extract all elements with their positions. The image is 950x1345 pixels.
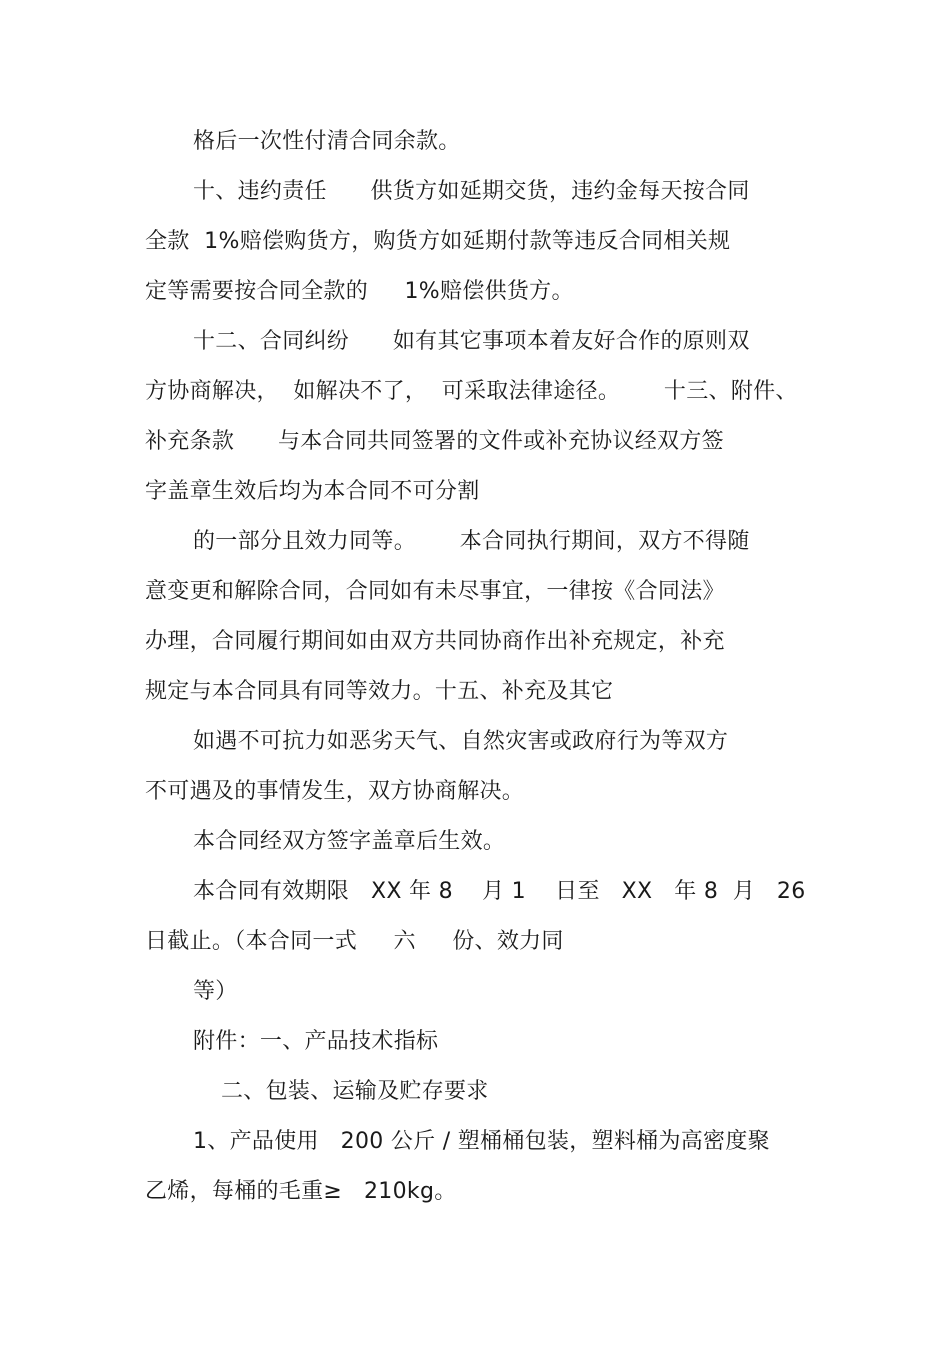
text-line: 附件：一、产品技术指标 (193, 1029, 439, 1054)
text-line: 格后一次性付清合同余款。 (193, 129, 461, 154)
text-line: 1、产品使用 200 公斤 / 塑桶桶包装，塑料桶为高密度聚 (193, 1129, 770, 1154)
text-line: 方协商解决， 如解决不了， 可采取法律途径。 十三、附件、 (145, 379, 798, 404)
text-line: 全款 1%赔偿购货方，购货方如延期付款等违反合同相关规 (145, 229, 731, 254)
text-line: 办理，合同履行期间如由双方共同协商作出补充规定，补充 (145, 629, 725, 654)
text-line: 二、包装、运输及贮存要求 (221, 1079, 489, 1104)
text-line: 十、违约责任 供货方如延期交货，违约金每天按合同 (193, 179, 750, 204)
text-line: 日截止。（本合同一式 六 份、效力同 (145, 929, 564, 954)
text-line: 定等需要按合同全款的 1%赔偿供货方。 (145, 279, 574, 304)
text-line: 意变更和解除合同，合同如有未尽事宜，一律按《合同法》 (145, 579, 725, 604)
text-line: 乙烯，每桶的毛重≥ 210kg。 (145, 1179, 457, 1204)
text-line: 本合同经双方签字盖章后生效。 (193, 829, 506, 854)
text-line: 补充条款 与本合同共同签署的文件或补充协议经双方签 (145, 429, 724, 454)
text-line: 等） (193, 979, 238, 1004)
text-line: 本合同有效期限 XX 年 8 月 1 日至 XX 年 8 月 26 (193, 879, 806, 904)
text-line: 规定与本合同具有同等效力。十五、补充及其它 (145, 679, 614, 704)
text-line: 十二、合同纠纷 如有其它事项本着友好合作的原则双 (193, 329, 750, 354)
text-line: 如遇不可抗力如恶劣天气、自然灾害或政府行为等双方 (193, 729, 729, 754)
text-line: 的一部分且效力同等。 本合同执行期间，双方不得随 (193, 529, 750, 554)
text-line: 字盖章生效后均为本合同不可分割 (145, 479, 480, 504)
text-line: 不可遇及的事情发生，双方协商解决。 (145, 779, 525, 804)
